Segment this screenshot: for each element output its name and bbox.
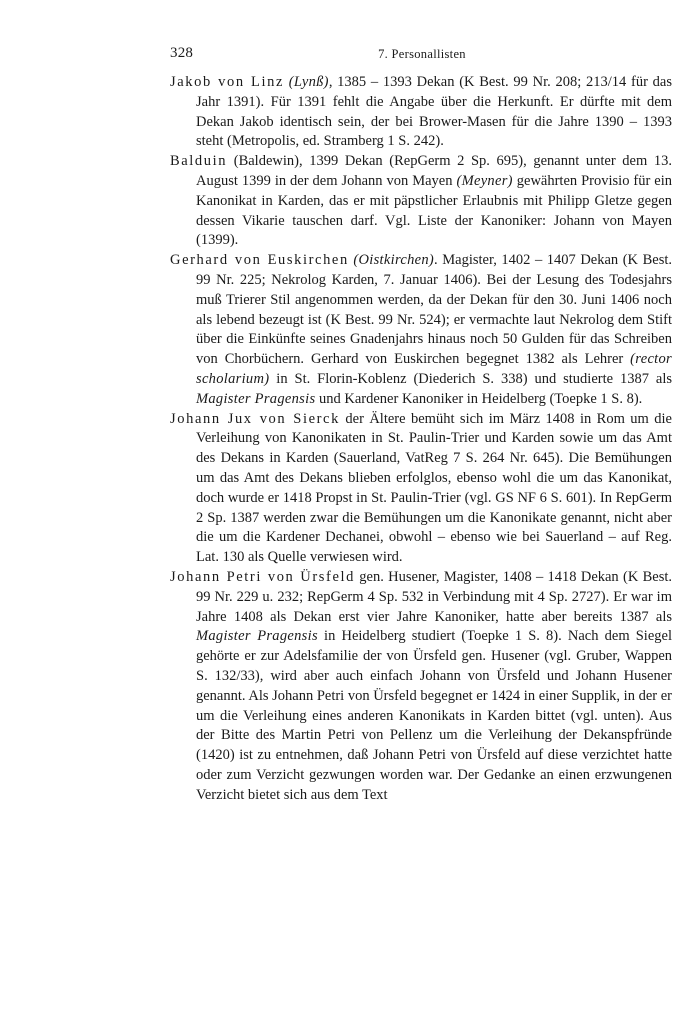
entry-italic: Magister Pragensis xyxy=(196,390,316,407)
entry-jakob-von-linz xyxy=(170,73,672,152)
entry-text: gen. Husener, Magister, 1408 – 1418 Dekan (K Best. 99 Nr. 229 u. 232; RepGerm 4 Sp. 532 in Verbindung mit 4 Sp. 2727). Er war im Jahre 1408 als Dekan erst vier Jahre Kanoniker, hatte aber bereits 1387 als xyxy=(196,568,672,625)
running-title: 7. Personallisten xyxy=(378,47,466,61)
entry-balduin xyxy=(170,152,672,251)
entry-text: in Heidelberg studiert (Toepke 1 S. 8). Nach dem Siegel gehörte er zur Adelsfamilie der von Ürsfeld gen. Husener (vgl. Gruber, Wappen S. 132/33), wird aber auch einfach Johann von Ürsfeld und Johann Husener genannt. Als Johann Petri von Ürsfeld begegnet er 1424 in einer Supplik, in der er um die Verleihung eines anderen Kanonikats in Karden bittet (vgl. unten). Aus der Bitte des Martin Petri von Pellenz um die Verleihung der Dekanspfründe (1420) ist zu entnehmen, daß Johann Petri von Ürsfeld auf diese verzichtet hatte oder zum Verzicht gezwungen worden war. Der Gedanke an einen erzwungenen Verzicht bietet sich aus dem Text xyxy=(196,628,672,803)
entry-name: Gerhard von Euskirchen xyxy=(170,252,349,269)
entry-text: , 1385 – 1393 Dekan (K Best. 99 Nr. 208; 213/14 für das Jahr 1391). Für 1391 fehlt die Angabe über die Herkunft. Er dürfte mit dem Dekan Jakob identisch sein, der bei Brower-Masen für die Jahre 1390 – 1393 steht (Metropolis, ed. Stramberg 1 S. 242). xyxy=(196,74,673,150)
entry-italic: (Oistkirchen) xyxy=(353,252,435,269)
entry-name: Jakob von Linz xyxy=(170,74,285,90)
entry-text: und Kardener Kanoniker in Heidelberg (Toepke 1 S. 8). xyxy=(315,390,643,407)
page-number: 328 xyxy=(170,45,194,61)
entry-johann-jux-von-sierck xyxy=(170,410,672,568)
entry-text: (Baldewin), 1399 Dekan (RepGerm 2 Sp. 695), genannt unter dem 13. August 1399 in der dem Johann von Mayen xyxy=(196,153,672,189)
entry-text: . Magister, 1402 – 1407 Dekan (K Best. 99 Nr. 225; Nekrolog Karden, 7. Januar 1406). Bei der Lesung des Todesjahrs muß Trierer Stil angenommen werden, da der Dekan für den 30. Juni 1406 noch als lebend bezeugt ist (K Best. 99 Nr. 524); er vermachte laut Nekrolog dem Stift über die Einkünfte seines Gnadenjahrs hinaus noch 50 Gulden für das Schreiben von Chorbüchern. Gerhard von Euskirchen begegnet 1382 als Lehrer xyxy=(196,252,672,368)
entry-text: der Ältere bemüht sich im März 1408 in Rom um die Verleihung von Kanonikaten in St. Paulin-Trier und Karden sowie um das Amt des Dekans in Karden (Sauerland, VatReg 7 S. 264 Nr. 645). Die Bemühungen um das Amt des Dekans blieben erfolglos, ebenso wohl die um das Kanonikat, doch wurde er 1418 Propst in St. Paulin-Trier (vgl. GS NF 6 S. 601). In RepGerm 2 Sp. 1387 werden zwar die Bemühungen um die Kanonikate genannt, nicht aber die um die Kardener Dechanei, obwohl – ebenso wie bei Sauerland – auf Reg. Lat. 130 als Quelle verwiesen wird. xyxy=(196,410,672,566)
entry-italic: Magister Pragensis xyxy=(196,628,318,645)
entry-name: Balduin xyxy=(170,153,228,170)
entry-text: in St. Florin-Koblenz (Diederich S. 338) und studierte 1387 als xyxy=(269,370,672,387)
entry-text: gewährten Provisio für ein Kanonikat in Karden, das er mit päpstlicher Erlaubnis mit Philipp Gletze gegen dessen Vikarie tauschen darf. Vgl. Liste der Kanoniker: Johann von Mayen (1399). xyxy=(196,172,672,249)
entry-name: Johann Jux von Sierck xyxy=(170,410,340,427)
entry-italic: (Meyner) xyxy=(456,172,513,189)
entry-italic: (rector scholarium) xyxy=(196,351,672,387)
entry-list xyxy=(170,73,672,805)
entry-name: Johann Petri von Ürsfeld xyxy=(170,568,355,585)
entry-italic: (Lynß) xyxy=(288,74,329,90)
page-header xyxy=(170,45,674,67)
entry-johann-petri-von-uersfeld xyxy=(170,568,672,806)
entry-gerhard-von-euskirchen xyxy=(170,251,672,409)
